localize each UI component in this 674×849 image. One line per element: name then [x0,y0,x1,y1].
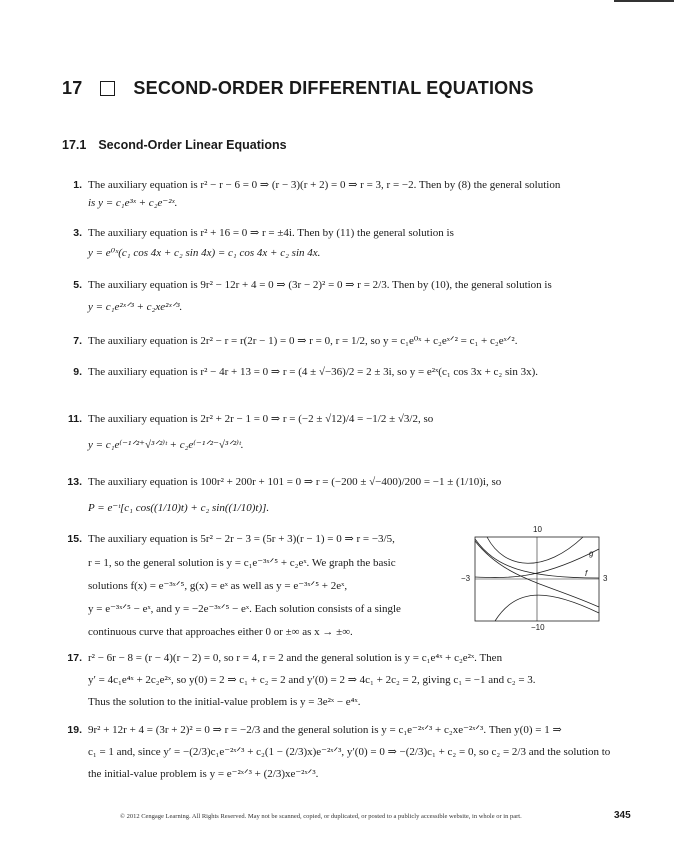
graph-f-label: f [585,569,588,578]
copyright-footer: © 2012 Cengage Learning. All Rights Reserved. May not be scanned, copied, or duplicated, or posted to a publicly accessible website, in whole or in part. [120,813,522,820]
problem-text: continuous curve that approaches either 0 or ±∞ as x → ±∞. [88,626,353,638]
problem-3 [62,226,632,260]
checkbox-square-icon [100,81,115,96]
curve-sum [487,537,583,563]
problem-text: c₁ = 1 and, since y′ = −(2/3)c₁e⁻²ˣᐟ³ + c₂(1 − (2/3)x)e⁻²ˣᐟ³, y′(0) = 0 ⇒ −(2/3)c₁ + c₂ = 0, so c₂ = 2/3 and the solution to [88,746,611,758]
problem-text: The auxiliary equation is 9r² − 12r + 4 = 0 ⇒ (3r − 2)² = 0 ⇒ r = 2/3. Then by (10), the general solution is [88,279,552,291]
problem-text: y = e⁰ˣ(c₁ cos 4x + c₂ sin 4x) = c₁ cos 4x + c₂ sin 4x. [88,247,321,259]
problem-text: P = e⁻ᵗ[c₁ cos((1/10)t) + c₂ sin((1/10)t)]. [88,502,270,514]
problem-11 [62,412,632,452]
section-heading [62,138,287,152]
problem-15 [62,532,457,639]
problem-number: 17. [67,652,82,664]
graph-g-label: g [589,549,594,558]
problem-number: 1. [73,179,82,191]
chapter-title: SECOND-ORDER DIFFERENTIAL EQUATIONS [133,78,534,98]
problem-number: 11. [67,413,82,425]
problem-text: solutions f(x) = e⁻³ˣᐟ⁵, g(x) = eˣ as well as y = e⁻³ˣᐟ⁵ + 2eˣ, [88,580,348,592]
section-title: Second-Order Linear Equations [98,138,287,152]
problem-text: y = e⁻³ˣᐟ⁵ − eˣ, and y = −2e⁻³ˣᐟ⁵ − eˣ. Each solution consists of a single [88,603,401,615]
chapter-heading [62,78,534,99]
problem-1 [62,178,632,210]
problem-text: The auxiliary equation is r² − 4r + 13 = 0 ⇒ r = (4 ± √−36)/2 = 2 ± 3i, so y = e²ˣ(c₁ cos 3x + c₂ sin 3x). [88,366,538,378]
problem-text: The auxiliary equation is r² − r − 6 = 0 ⇒ (r − 3)(r + 2) = 0 ⇒ r = 3, r = −2. Then by (8) the general solution [88,179,561,191]
problem-text: y = c₁e⁽⁻¹ᐟ²⁺√³ᐟ²⁾ᵗ + c₂e⁽⁻¹ᐟ²⁻√³ᐟ²⁾ᵗ. [88,439,244,451]
problem-7 [62,334,632,348]
graph-xmax-label: 3 [603,574,608,583]
problem-text: 9r² + 12r + 4 = (3r + 2)² = 0 ⇒ r = −2/3 and the general solution is y = c₁e⁻²ˣᐟ³ + c₂xe⁻²ˣᐟ³. Then y(0) = 1 ⇒ [88,724,562,736]
solution-graph [461,525,615,632]
problem-19 [62,723,632,781]
problem-number: 7. [73,335,82,347]
problem-text: The auxiliary equation is 100r² + 200r + 101 = 0 ⇒ r = (−200 ± √−400)/200 = −1 ± (1/10)i, so [88,476,502,488]
problem-number: 9. [73,366,82,378]
page-number: 345 [614,810,631,821]
problem-text: y = c₁e²ˣᐟ³ + c₂xe²ˣᐟ³. [88,301,183,313]
graph-ymin-label: −10 [531,623,545,632]
problem-text: r = 1, so the general solution is y = c₁e⁻³ˣᐟ⁵ + c₂eˣ. We graph the basic [88,557,396,569]
chapter-number: 17 [62,78,83,98]
problem-text: The auxiliary equation is r² + 16 = 0 ⇒ r = ±4i. Then by (11) the general solution is [88,227,454,239]
graph-svg [465,527,615,627]
problem-number: 5. [73,279,82,291]
graph-xmin-label: −3 [461,574,471,583]
problem-17 [62,651,632,709]
curve-neg [495,595,599,621]
problem-text: the initial-value problem is y = e⁻²ˣᐟ³ + (2/3)xe⁻²ˣᐟ³. [88,768,319,780]
problem-text: The auxiliary equation is 2r² − r = r(2r − 1) = 0 ⇒ r = 0, r = 1/2, so y = c₁e⁰ˣ + c₂eˣᐟ² = c₁ + c₂eˣᐟ². [88,335,518,347]
problem-13 [62,475,632,515]
problem-5 [62,278,632,314]
problem-number: 13. [67,476,82,488]
problem-text: y′ = 4c₁e⁴ˣ + 2c₂e²ˣ, so y(0) = 2 ⇒ c₁ + c₂ = 2 and y′(0) = 2 ⇒ 4c₁ + 2c₂ = 2, giving c₁ = −1 and c₂ = 3. [88,674,536,686]
problem-number: 15. [67,533,82,545]
problem-number: 19. [67,724,82,736]
section-number: 17.1 [62,138,87,152]
problem-text: r² − 6r − 8 = (r − 4)(r − 2) = 0, so r = 4, r = 2 and the general solution is y = c₁e⁴ˣ + c₂e²ˣ. Then [88,652,503,664]
problem-9 [62,365,632,379]
page-edge [614,0,674,8]
problem-text: The auxiliary equation is 5r² − 2r − 3 = (5r + 3)(r − 1) = 0 ⇒ r = −3/5, [88,533,395,545]
problem-text: is y = c₁e³ˣ + c₂e⁻²ˣ. [88,197,178,209]
graph-ymax-label: 10 [533,525,542,534]
problem-text: Thus the solution to the initial-value problem is y = 3e²ˣ − e⁴ˣ. [88,696,361,708]
problem-text: The auxiliary equation is 2r² + 2r − 1 = 0 ⇒ r = (−2 ± √12)/4 = −1/2 ± √3/2, so [88,413,434,425]
problem-number: 3. [73,227,82,239]
